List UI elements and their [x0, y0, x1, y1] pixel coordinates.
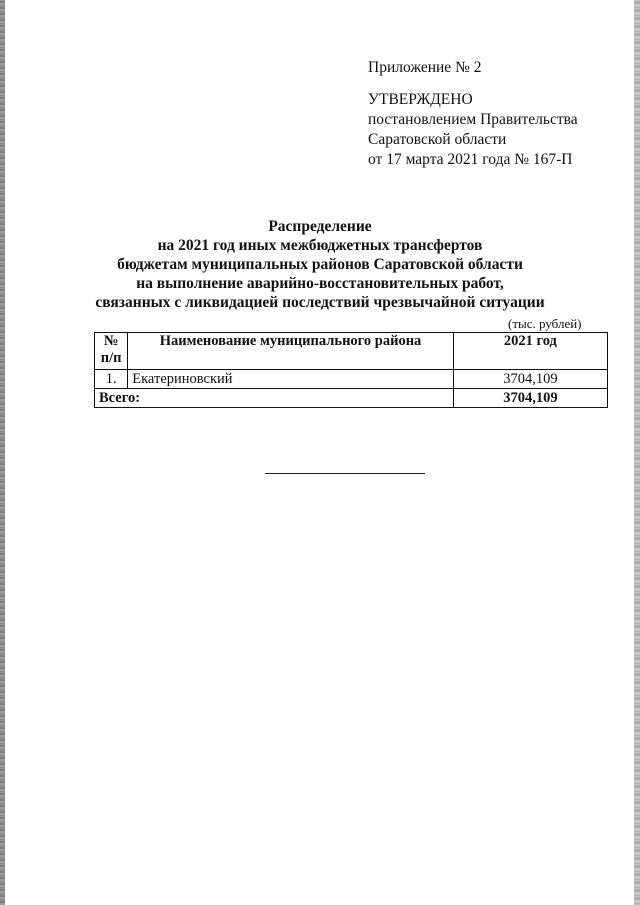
title-line-3: бюджетам муниципальных районов Саратовской области [117, 256, 523, 273]
title-line-1: Распределение [268, 218, 372, 235]
header-year: 2021 год [453, 333, 607, 370]
total-label: Всего: [95, 389, 454, 408]
row-value: 3704,109 [453, 370, 607, 389]
approval-line-2: Саратовской области [368, 131, 507, 148]
header-number-line-1: № [103, 333, 119, 349]
row-number: 1. [95, 370, 128, 389]
unit-label: (тыс. рублей) [508, 316, 582, 331]
appendix-number: Приложение № 2 [368, 59, 482, 76]
document-title [80, 217, 560, 312]
header-district-name: Наименование муниципального района [128, 333, 454, 370]
table-row [95, 370, 608, 389]
title-line-2: на 2021 год иных межбюджетных трансфертов [157, 237, 483, 254]
header-number-line-2: п/п [100, 350, 122, 366]
approved-label: УТВЕРЖДЕНО [368, 91, 473, 108]
row-district-name: Екатериновский [128, 370, 454, 389]
approval-line-3: от 17 марта 2021 года № 167-П [368, 151, 573, 168]
scan-edge-left [0, 0, 5, 905]
title-line-4: на выполнение аварийно-восстановительных работ, [136, 275, 504, 292]
header-number [95, 333, 128, 370]
distribution-table [94, 332, 608, 408]
table-header-row [95, 333, 608, 370]
title-line-5: связанных с ликвидацией последствий чрезвычайной ситуации [95, 294, 545, 311]
scan-edge-right [634, 0, 640, 905]
separator-line [265, 473, 425, 474]
approval-block [368, 58, 578, 170]
total-value: 3704,109 [453, 389, 607, 408]
total-row [95, 389, 608, 408]
approval-line-1: постановлением Правительства [368, 111, 578, 128]
